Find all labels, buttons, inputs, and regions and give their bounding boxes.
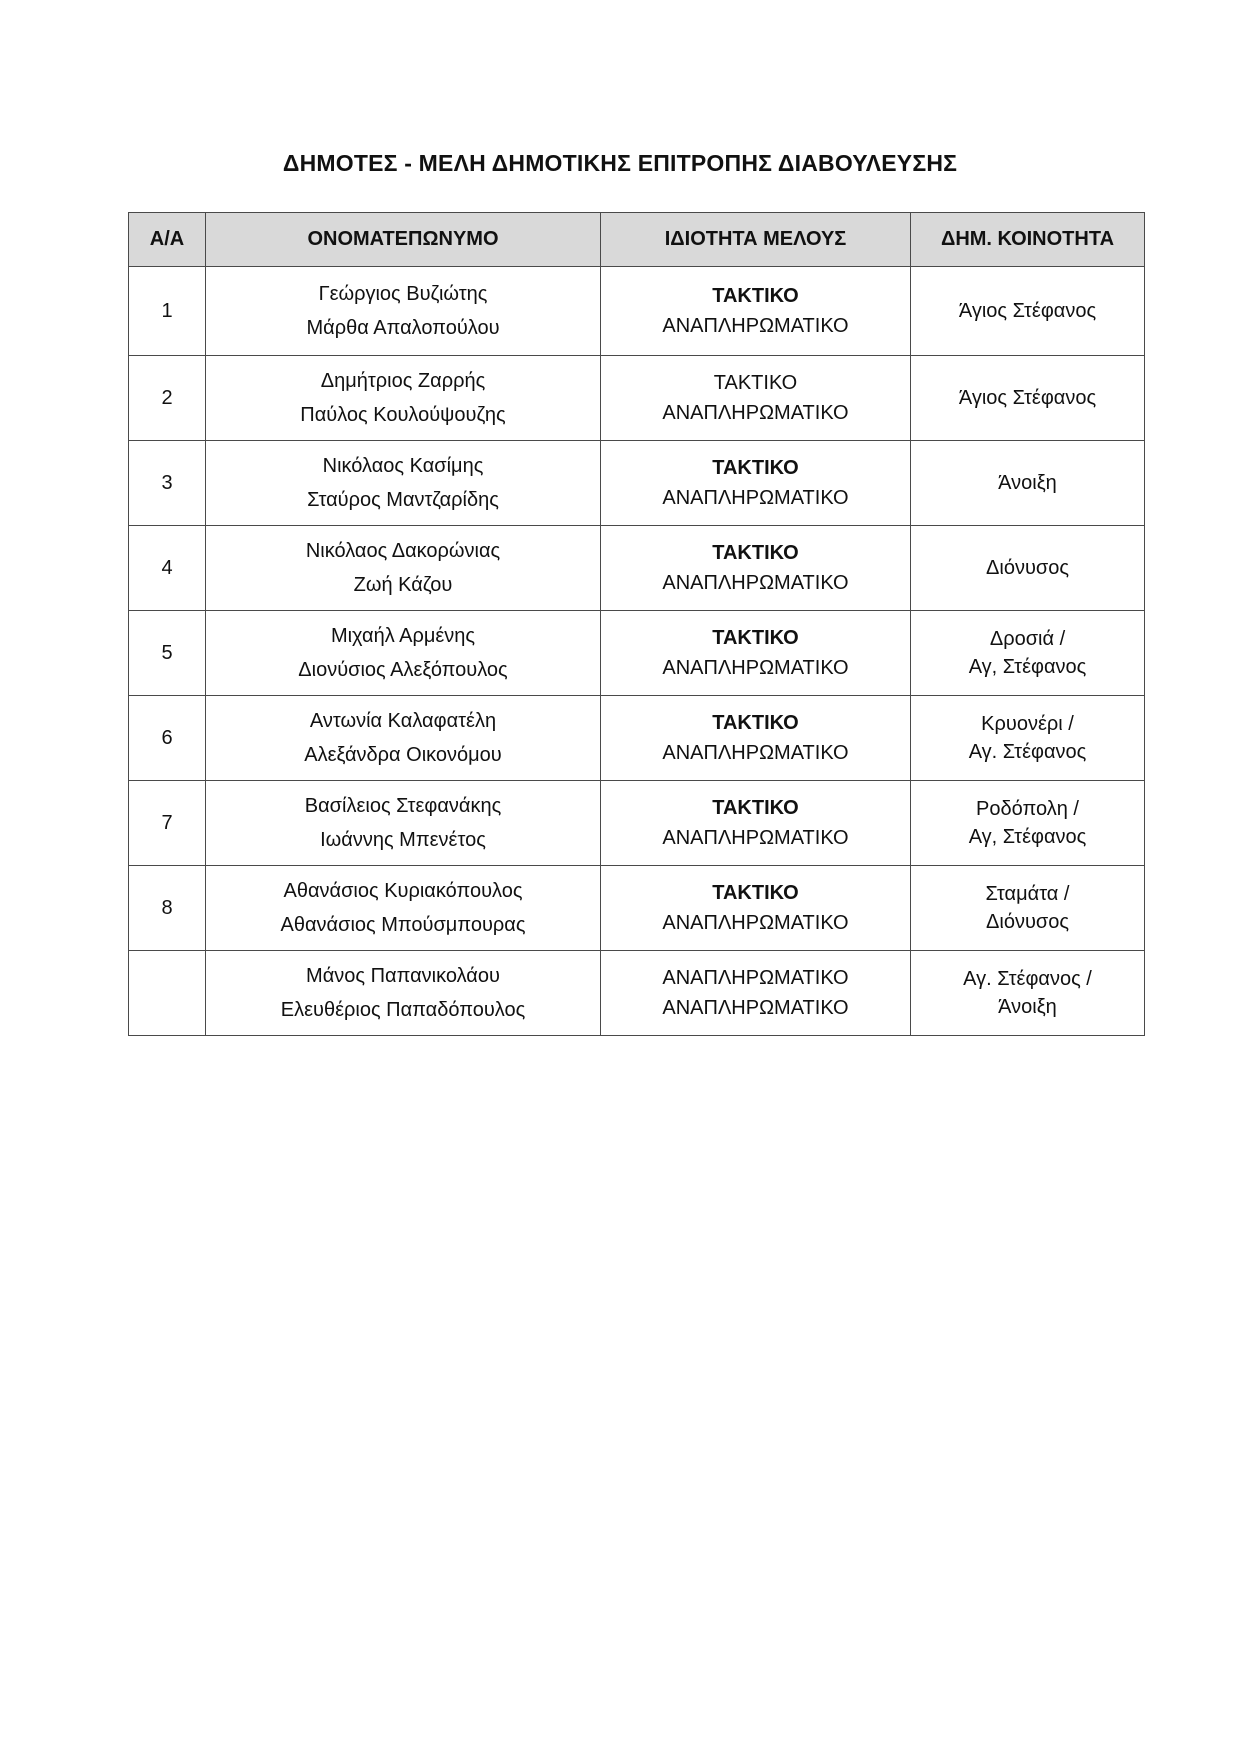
member-name: Μάρθα Απαλοπούλου bbox=[306, 317, 500, 339]
table-row bbox=[129, 267, 1145, 356]
community-name: Αγ, Στέφανος bbox=[968, 826, 1087, 848]
member-name: Παύλος Κουλούψουζης bbox=[300, 404, 506, 426]
community-name: Διόνυσος bbox=[986, 557, 1069, 579]
member-name: Ιωάννης Μπενέτος bbox=[320, 829, 486, 851]
column-header-community: ΔΗΜ. ΚΟΙΝΟΤΗΤΑ bbox=[911, 213, 1145, 267]
member-role: ΤΑΚΤΙΚΟ bbox=[712, 882, 799, 904]
table-row bbox=[129, 951, 1145, 1036]
member-roles-cell bbox=[601, 356, 911, 441]
member-name: Δημήτριος Ζαρρής bbox=[320, 370, 486, 392]
member-role: ΤΑΚΤΙΚΟ bbox=[712, 285, 799, 307]
community-name: Αγ. Στέφανος bbox=[968, 741, 1087, 763]
member-names-cell bbox=[206, 356, 601, 441]
member-name: Αθανάσιος Κυριακόπουλος bbox=[283, 880, 523, 902]
table-row bbox=[129, 611, 1145, 696]
table-row bbox=[129, 356, 1145, 441]
member-role: ΑΝΑΠΛΗΡΩΜΑΤΙΚΟ bbox=[662, 997, 849, 1019]
member-role: ΤΑΚΤΙΚΟ bbox=[713, 372, 798, 394]
table-row bbox=[129, 441, 1145, 526]
member-roles-cell bbox=[601, 696, 911, 781]
member-names-cell bbox=[206, 951, 601, 1036]
table-row bbox=[129, 866, 1145, 951]
community-name: Άγιος Στέφανος bbox=[958, 387, 1097, 409]
row-number: 7 bbox=[129, 781, 206, 866]
community-name: Σταμάτα / bbox=[985, 883, 1070, 905]
community-name: Κρυονέρι / bbox=[981, 713, 1074, 735]
members-table bbox=[128, 212, 1145, 1036]
member-names-cell bbox=[206, 611, 601, 696]
community-cell bbox=[911, 526, 1145, 611]
member-name: Σταύρος Μαντζαρίδης bbox=[307, 489, 499, 511]
member-role: ΑΝΑΠΛΗΡΩΜΑΤΙΚΟ bbox=[662, 572, 849, 594]
member-names-cell bbox=[206, 267, 601, 356]
member-role: ΤΑΚΤΙΚΟ bbox=[712, 627, 799, 649]
member-role: ΤΑΚΤΙΚΟ bbox=[712, 457, 799, 479]
community-cell bbox=[911, 267, 1145, 356]
member-role: ΑΝΑΠΛΗΡΩΜΑΤΙΚΟ bbox=[662, 657, 849, 679]
member-name: Μάνος Παπανικολάου bbox=[306, 965, 500, 987]
community-name: Ροδόπολη / bbox=[976, 798, 1079, 820]
member-name: Διονύσιος Αλεξόπουλος bbox=[298, 659, 508, 681]
member-names-cell bbox=[206, 526, 601, 611]
column-header-name: ΟΝΟΜΑΤΕΠΩΝΥΜΟ bbox=[206, 213, 601, 267]
community-cell bbox=[911, 696, 1145, 781]
member-roles-cell bbox=[601, 611, 911, 696]
member-role: ΑΝΑΠΛΗΡΩΜΑΤΙΚΟ bbox=[662, 402, 849, 424]
community-cell bbox=[911, 441, 1145, 526]
member-roles-cell bbox=[601, 951, 911, 1036]
row-number: 3 bbox=[129, 441, 206, 526]
member-name: Αλεξάνδρα Οικονόμου bbox=[304, 744, 502, 766]
row-number: 2 bbox=[129, 356, 206, 441]
community-name: Διόνυσος bbox=[986, 911, 1069, 933]
member-name: Ζωή Κάζου bbox=[353, 574, 453, 596]
table-row bbox=[129, 526, 1145, 611]
member-role: ΑΝΑΠΛΗΡΩΜΑΤΙΚΟ bbox=[662, 487, 849, 509]
community-name: Άνοιξη bbox=[998, 996, 1057, 1018]
member-names-cell bbox=[206, 696, 601, 781]
member-roles-cell bbox=[601, 866, 911, 951]
member-roles-cell bbox=[601, 267, 911, 356]
community-name: Άγιος Στέφανος bbox=[958, 300, 1097, 322]
member-role: ΑΝΑΠΛΗΡΩΜΑΤΙΚΟ bbox=[662, 742, 849, 764]
member-name: Νικόλαος Κασίμης bbox=[322, 455, 484, 477]
member-role: ΤΑΚΤΙΚΟ bbox=[712, 712, 799, 734]
member-roles-cell bbox=[601, 526, 911, 611]
member-names-cell bbox=[206, 441, 601, 526]
member-role: ΑΝΑΠΛΗΡΩΜΑΤΙΚΟ bbox=[662, 315, 849, 337]
member-name: Αντωνία Καλαφατέλη bbox=[309, 710, 497, 732]
member-role: ΑΝΑΠΛΗΡΩΜΑΤΙΚΟ bbox=[662, 967, 849, 989]
header-row bbox=[129, 213, 1145, 267]
table-row bbox=[129, 781, 1145, 866]
member-name: Μιχαήλ Αρμένης bbox=[330, 625, 476, 647]
member-roles-cell bbox=[601, 781, 911, 866]
community-name: Αγ, Στέφανος bbox=[968, 656, 1087, 678]
community-cell bbox=[911, 611, 1145, 696]
member-names-cell bbox=[206, 866, 601, 951]
member-name: Γεώργιος Βυζιώτης bbox=[318, 283, 488, 305]
member-roles-cell bbox=[601, 441, 911, 526]
member-name: Ελευθέριος Παπαδόπουλος bbox=[280, 999, 526, 1021]
page-title: ΔΗΜΟΤΕΣ - ΜΕΛΗ ΔΗΜΟΤΙΚΗΣ ΕΠΙΤΡΟΠΗΣ ΔΙΑΒΟΥΛΕΥΣΗΣ bbox=[282, 150, 958, 176]
column-header-aa: Α/Α bbox=[129, 213, 206, 267]
member-role: ΑΝΑΠΛΗΡΩΜΑΤΙΚΟ bbox=[662, 827, 849, 849]
member-role: ΑΝΑΠΛΗΡΩΜΑΤΙΚΟ bbox=[662, 912, 849, 934]
community-name: Άνοιξη bbox=[998, 472, 1057, 494]
community-cell bbox=[911, 356, 1145, 441]
community-name: Δροσιά / bbox=[989, 628, 1066, 650]
community-cell bbox=[911, 951, 1145, 1036]
row-number: 1 bbox=[129, 267, 206, 356]
member-name: Νικόλαος Δακορώνιας bbox=[305, 540, 501, 562]
community-name: Αγ. Στέφανος / bbox=[963, 968, 1092, 990]
row-number: 4 bbox=[129, 526, 206, 611]
community-cell bbox=[911, 866, 1145, 951]
member-role: ΤΑΚΤΙΚΟ bbox=[712, 797, 799, 819]
member-name: Βασίλειος Στεφανάκης bbox=[304, 795, 502, 817]
community-cell bbox=[911, 781, 1145, 866]
member-names-cell bbox=[206, 781, 601, 866]
row-number: 8 bbox=[129, 866, 206, 951]
table-row bbox=[129, 696, 1145, 781]
member-name: Αθανάσιος Μπούσμπουρας bbox=[280, 914, 526, 936]
member-role: ΤΑΚΤΙΚΟ bbox=[712, 542, 799, 564]
table-body bbox=[129, 267, 1145, 1036]
column-header-role: ΙΔΙΟΤΗΤΑ ΜΕΛΟΥΣ bbox=[601, 213, 911, 267]
row-number bbox=[129, 951, 206, 1036]
row-number: 5 bbox=[129, 611, 206, 696]
table-header bbox=[129, 213, 1145, 267]
row-number: 6 bbox=[129, 696, 206, 781]
